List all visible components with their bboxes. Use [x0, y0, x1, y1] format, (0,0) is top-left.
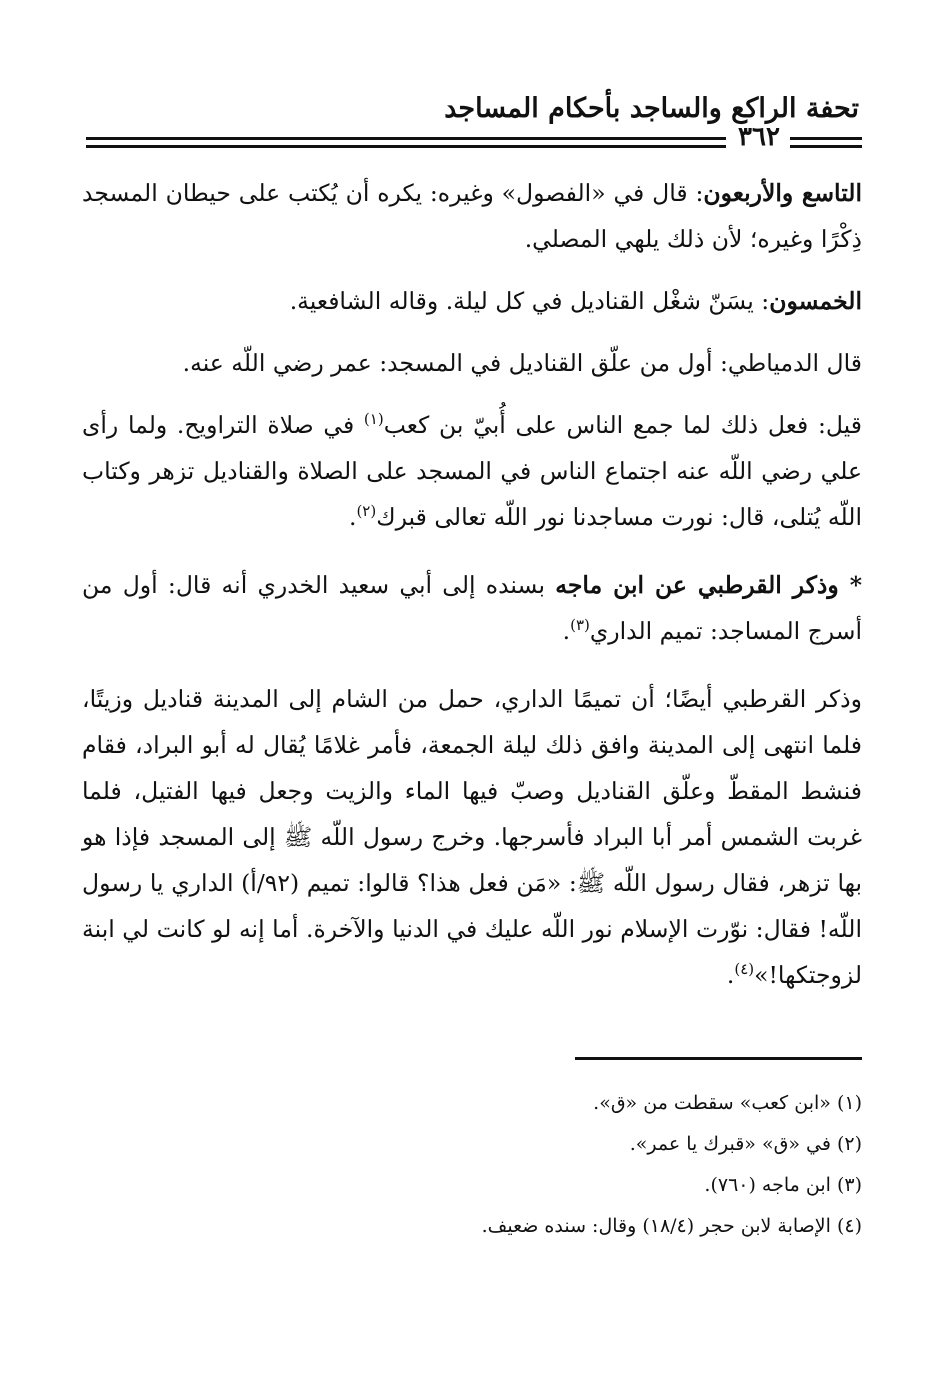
footnotes — [200, 1083, 862, 1247]
paragraph-qila — [82, 402, 862, 540]
paragraph-dimyati — [82, 340, 862, 386]
header-rule — [86, 145, 726, 148]
running-header-title: تحفة الراكع والساجد بأحكام المساجد — [444, 93, 859, 124]
footnote-ref[interactable]: (٢) — [356, 502, 377, 521]
footnote-ref[interactable]: (٣) — [570, 616, 590, 635]
paragraph-50 — [82, 278, 862, 324]
footnote-item: (١) «ابن كعب» سقطت من «ق». — [593, 1092, 862, 1114]
header-rule — [790, 137, 862, 140]
paragraph-text: : يسَنّ شغْل القناديل في كل ليلة. وقاله الشافعية. — [289, 287, 770, 315]
footnote-separator — [575, 1057, 862, 1060]
footnote-item: (٢) في «ق» «قبرك يا عمر». — [629, 1133, 862, 1155]
footnote-item: (٣) ابن ماجه (٧٦٠). — [704, 1174, 862, 1196]
paragraph-text: : قال في «الفصول» وغيره: يكره أن يُكتب على حيطان المسجد ذِكْرًا وغيره؛ لأن ذلك يلهي المصلي. — [82, 179, 862, 253]
paragraph-text: . — [348, 503, 357, 531]
paragraph-text: . — [726, 961, 735, 989]
paragraph-lead: التاسع والأربعون — [703, 179, 862, 207]
page-number: ٣٦٢ — [738, 122, 780, 152]
footnote-item: (٤) الإصابة لابن حجر (١٨/٤) وقال: سنده ضعيف. — [481, 1215, 862, 1237]
paragraph-tamim — [82, 676, 862, 998]
footnote-ref[interactable]: (١) — [363, 410, 384, 429]
paragraph-lead: الخمسون — [769, 287, 862, 315]
paragraph-text: قيل: فعل ذلك لما جمع الناس على أُبيّ بن كعب — [383, 411, 862, 439]
paragraph-text: بسنده إلى أبي سعيد الخدري أنه قال: أول من أسرج المساجد: تميم الداري — [82, 571, 862, 645]
header-rule — [790, 145, 862, 148]
header-rule — [86, 137, 726, 140]
paragraph-text: في صلاة التراويح. ولما رأى علي رضي اللّه عنه اجتماع الناس في المسجد على الصلاة والقناديل تزهر وكتاب اللّه يُتلى، قال: نورت مساجدنا نور اللّه تعالى قبرك — [82, 411, 862, 531]
main-text — [82, 170, 862, 1014]
paragraph-text: قال الدمياطي: أول من علّق القناديل في المسجد: عمر رضي اللّه عنه. — [182, 349, 862, 377]
paragraph-qurtubi-ibn-majah — [82, 562, 862, 654]
footnote-ref[interactable]: (٤) — [734, 960, 755, 979]
paragraph-text: وذكر القرطبي أيضًا؛ أن تميمًا الداري، حمل من الشام إلى المدينة قناديل وزيتًا، فلما انتهى إلى المدينة وافق ذلك ليلة الجمعة، فأمر غلامًا يُقال له أبو البراد، فقام فنشط المقطّ وعلّق القناديل وصبّ فيها الماء والزيت وجعل فيها الفتيل، فلما غربت الشمس أمر أبا البراد فأسرجها. وخرج رسول اللّه ﷺ إلى المسجد فإذا هو بها تزهر، فقال رسول اللّه ﷺ: «مَن فعل هذا؟ قالوا: تميم (٩٢/أ) الداري يا رسول اللّه! فقال: نوّرت الإسلام نور اللّه عليك في الدنيا والآخرة. أما إنه لو كانت لي ابنة لزوجتكها!» — [82, 685, 862, 989]
paragraph-lead: * وذكر القرطبي عن ابن ماجه — [555, 571, 862, 599]
paragraph-text: . — [562, 617, 571, 645]
paragraph-49 — [82, 170, 862, 262]
